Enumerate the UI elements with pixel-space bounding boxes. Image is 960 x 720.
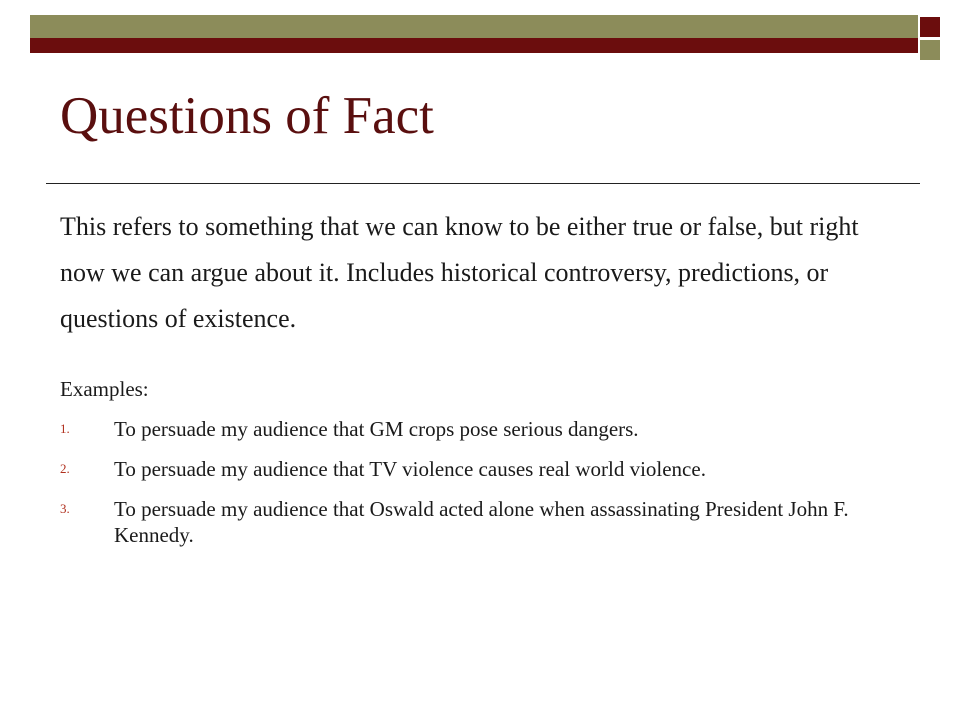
corner-square-maroon: [920, 17, 940, 37]
slide-body-text: This refers to something that we can know to be either true or false, but right now we can argue about it. Includes historical controversy, predictions, or questions of existence.: [60, 212, 859, 333]
list-item: [60, 416, 890, 442]
examples-list: [60, 416, 890, 562]
title-divider: [46, 183, 920, 184]
list-item-text: To persuade my audience that Oswald acted alone when assassinating President John F. Kennedy.: [114, 497, 849, 547]
corner-square-olive: [920, 40, 940, 60]
header-band-maroon: [30, 38, 918, 53]
list-item: [60, 496, 890, 548]
examples-label: Examples:: [60, 377, 149, 401]
header-band-olive: [30, 15, 918, 38]
list-item-number: 3.: [60, 501, 70, 516]
slide-title: Questions of Fact: [60, 87, 434, 145]
list-item-number: 2.: [60, 461, 70, 476]
list-item: [60, 456, 890, 482]
list-item-text: To persuade my audience that GM crops pose serious dangers.: [114, 417, 639, 441]
list-item-number: 1.: [60, 421, 70, 436]
list-item-text: To persuade my audience that TV violence causes real world violence.: [114, 457, 706, 481]
